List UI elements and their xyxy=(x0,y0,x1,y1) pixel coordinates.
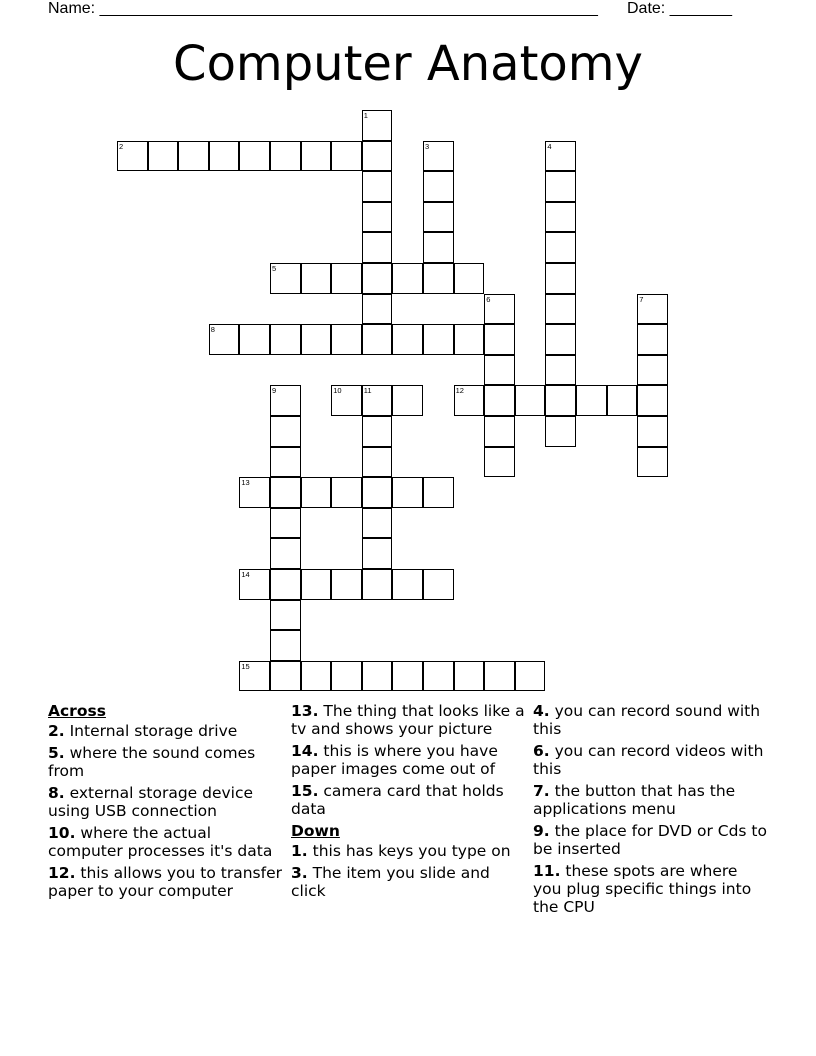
clue-item-number: 9. xyxy=(533,822,550,840)
clue-item: 8. external storage device using USB connection xyxy=(48,784,254,820)
grid-cell[interactable] xyxy=(637,416,668,447)
clue-item-number: 4. xyxy=(533,702,550,720)
grid-cell[interactable] xyxy=(270,416,301,447)
grid-cell[interactable] xyxy=(423,661,454,692)
clue-item-number: 6. xyxy=(533,742,550,760)
grid-cell[interactable] xyxy=(362,171,393,202)
clue-item: 7. the button that has the applications menu xyxy=(533,782,736,818)
grid-cell[interactable] xyxy=(545,416,576,447)
grid-cell[interactable] xyxy=(331,569,362,600)
clue-number: 3 xyxy=(425,141,430,151)
grid-cell[interactable] xyxy=(454,324,485,355)
grid-cell[interactable] xyxy=(362,263,393,294)
grid-cell[interactable] xyxy=(301,569,332,600)
clue-item-number: 8. xyxy=(48,784,65,802)
grid-cell[interactable] xyxy=(301,263,332,294)
clue-item-number: 7. xyxy=(533,782,550,800)
grid-cell[interactable] xyxy=(545,171,576,202)
clue-item-number: 1. xyxy=(291,842,308,860)
grid-cell[interactable] xyxy=(484,661,515,692)
clue-item: 15. camera card that holds data xyxy=(291,782,504,818)
grid-cell[interactable] xyxy=(301,477,332,508)
grid-cell[interactable] xyxy=(362,416,393,447)
grid-cell[interactable] xyxy=(515,661,546,692)
clue-number: 14 xyxy=(241,570,250,579)
clue-column-2 xyxy=(291,702,527,904)
clue-item-number: 12. xyxy=(48,864,76,882)
clue-item: 2. Internal storage drive xyxy=(48,722,238,740)
clue-item: 4. you can record sound with this xyxy=(533,702,761,738)
grid-cell[interactable] xyxy=(484,447,515,478)
across-heading: Across xyxy=(48,702,106,720)
grid-cell[interactable] xyxy=(637,447,668,478)
clue-item: 5. where the sound comes from xyxy=(48,744,256,780)
grid-cell[interactable] xyxy=(515,385,546,416)
clue-number: 1 xyxy=(363,111,368,120)
grid-cell[interactable] xyxy=(301,324,332,355)
grid-cell[interactable] xyxy=(392,477,423,508)
grid-cell[interactable] xyxy=(392,569,423,600)
clue-item-number: 11. xyxy=(533,862,561,880)
grid-cell[interactable] xyxy=(423,477,454,508)
grid-cell[interactable] xyxy=(454,263,485,294)
grid-cell[interactable] xyxy=(423,324,454,355)
clue-number: 4 xyxy=(547,141,552,151)
clue-number: 15 xyxy=(241,661,250,671)
grid-cell[interactable] xyxy=(362,447,393,478)
grid-cell[interactable] xyxy=(423,202,454,233)
grid-cell[interactable] xyxy=(362,141,393,172)
grid-cell[interactable] xyxy=(423,232,454,263)
grid-cell[interactable] xyxy=(270,141,301,172)
grid-cell[interactable] xyxy=(392,324,423,355)
grid-cell[interactable] xyxy=(301,661,332,692)
clue-column-1 xyxy=(48,702,284,904)
grid-cell[interactable] xyxy=(362,232,393,263)
grid-cell[interactable] xyxy=(270,600,301,631)
grid-cell[interactable] xyxy=(362,202,393,233)
grid-cell[interactable] xyxy=(209,141,240,172)
down-heading: Down xyxy=(291,822,340,840)
clue-item: 10. where the actual computer processes it's data xyxy=(48,824,273,860)
grid-cell[interactable] xyxy=(637,385,668,416)
clue-item: 11. these spots are where you plug specific things into the CPU xyxy=(533,862,752,916)
clue-number: 6 xyxy=(486,294,491,304)
clue-item-number: 14. xyxy=(291,742,319,760)
clue-number: 9 xyxy=(272,386,277,396)
grid-cell[interactable] xyxy=(331,477,362,508)
grid-cell[interactable] xyxy=(331,263,362,294)
clue-number: 8 xyxy=(210,325,215,335)
grid-cell[interactable] xyxy=(270,538,301,569)
grid-cell[interactable] xyxy=(637,355,668,386)
grid-cell[interactable] xyxy=(301,141,332,172)
grid-cell[interactable] xyxy=(545,202,576,233)
grid-cell[interactable] xyxy=(576,385,607,416)
grid-cell[interactable] xyxy=(270,324,301,355)
clue-item: 14. this is where you have paper images come out of xyxy=(291,742,498,778)
grid-cell[interactable] xyxy=(545,232,576,263)
grid-cell[interactable] xyxy=(270,477,301,508)
clue-number: 2 xyxy=(119,141,124,151)
grid-cell[interactable] xyxy=(362,661,393,692)
clue-item-number: 13. xyxy=(291,702,319,720)
grid-cell[interactable] xyxy=(423,171,454,202)
grid-cell[interactable] xyxy=(270,661,301,692)
clue-item-number: 5. xyxy=(48,744,65,762)
grid-cell[interactable] xyxy=(484,324,515,355)
grid-cell[interactable] xyxy=(607,385,638,416)
clue-item-number: 15. xyxy=(291,782,319,800)
clue-item-number: 2. xyxy=(48,722,65,740)
grid-cell[interactable] xyxy=(270,508,301,539)
clue-number: 5 xyxy=(272,264,277,273)
date-field-label: Date: _______ xyxy=(627,0,732,17)
clue-item-number: 10. xyxy=(48,824,76,842)
grid-cell[interactable] xyxy=(362,324,393,355)
grid-cell[interactable] xyxy=(484,385,515,416)
clue-number: 10 xyxy=(333,386,342,396)
grid-cell[interactable] xyxy=(331,141,362,172)
grid-cell[interactable] xyxy=(484,355,515,386)
clue-item: 9. the place for DVD or Cds to be inserted xyxy=(533,822,767,858)
grid-cell[interactable] xyxy=(362,508,393,539)
grid-cell[interactable] xyxy=(270,630,301,661)
clue-number: 7 xyxy=(639,294,644,304)
grid-cell[interactable] xyxy=(270,569,301,600)
grid-cell[interactable] xyxy=(239,141,270,172)
grid-cell[interactable] xyxy=(454,661,485,692)
grid-cell[interactable] xyxy=(637,324,668,355)
grid-cell[interactable] xyxy=(484,416,515,447)
grid-cell[interactable] xyxy=(362,294,393,325)
grid-cell[interactable] xyxy=(392,661,423,692)
clue-number: 12 xyxy=(455,386,464,396)
grid-cell[interactable] xyxy=(545,294,576,325)
name-field-label: Name: ________________________________________________________ xyxy=(48,0,598,17)
grid-cell[interactable] xyxy=(362,569,393,600)
grid-cell[interactable] xyxy=(362,538,393,569)
grid-cell[interactable] xyxy=(545,263,576,294)
grid-cell[interactable] xyxy=(331,324,362,355)
clue-item: 3. The item you slide and click xyxy=(291,864,490,900)
clue-column-3 xyxy=(533,702,769,920)
grid-cell[interactable] xyxy=(178,141,209,172)
clue-number: 13 xyxy=(241,478,250,488)
grid-cell[interactable] xyxy=(392,263,423,294)
grid-cell[interactable] xyxy=(545,324,576,355)
page-title: Computer Anatomy xyxy=(173,36,643,92)
clue-item: 13. The thing that looks like a tv and shows your picture xyxy=(291,702,525,738)
grid-cell[interactable] xyxy=(392,385,423,416)
clue-item: 1. this has keys you type on xyxy=(291,842,511,860)
grid-cell[interactable] xyxy=(545,385,576,416)
grid-cell[interactable] xyxy=(148,141,179,172)
clue-number: 11 xyxy=(363,386,372,396)
grid-cell[interactable] xyxy=(423,263,454,294)
grid-cell[interactable] xyxy=(239,324,270,355)
grid-cell[interactable] xyxy=(545,355,576,386)
grid-cell[interactable] xyxy=(423,569,454,600)
clue-item: 12. this allows you to transfer paper to your computer xyxy=(48,864,282,900)
grid-cell[interactable] xyxy=(362,477,393,508)
clue-item: 6. you can record videos with this xyxy=(533,742,764,778)
grid-cell[interactable] xyxy=(331,661,362,692)
grid-cell[interactable] xyxy=(270,447,301,478)
clue-item-number: 3. xyxy=(291,864,308,882)
